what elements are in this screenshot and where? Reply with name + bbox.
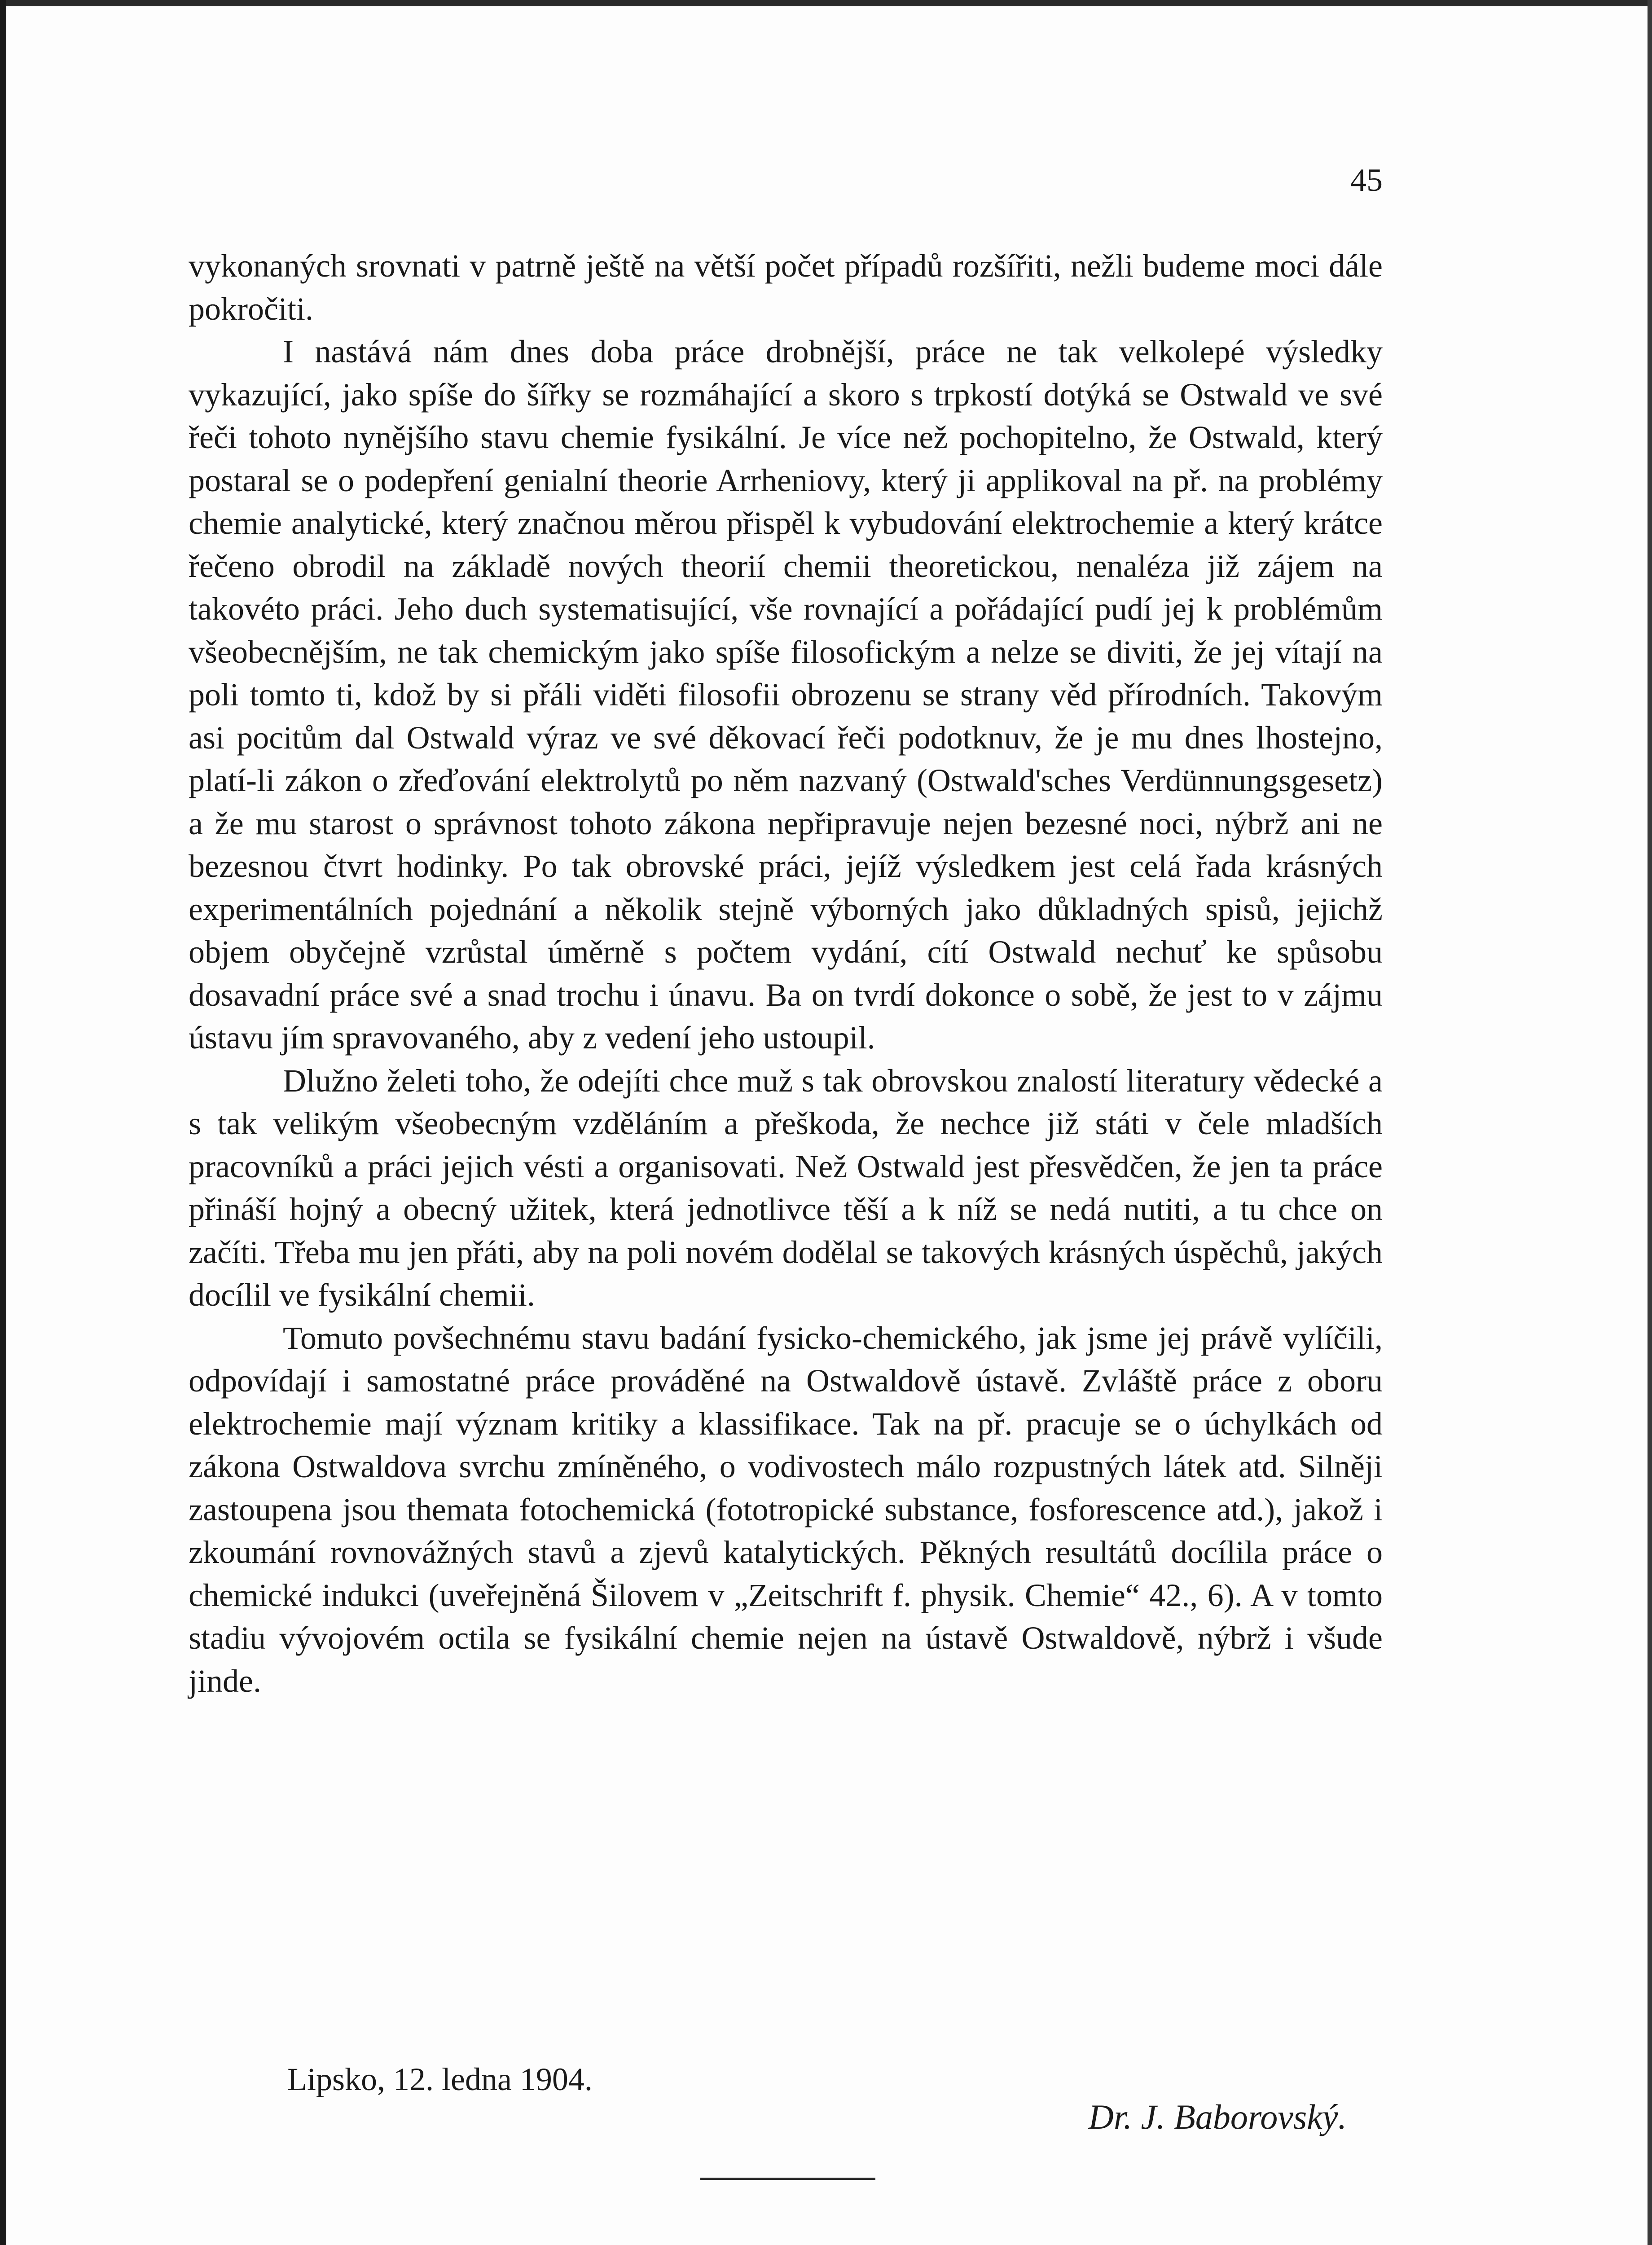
scan-edge-top [6,0,1652,6]
scan-edge-left [0,0,6,2245]
page-number: 45 [1350,162,1383,198]
scan-edge-right [1648,0,1652,2245]
paragraph-continuation: vykonaných srovnati v patrně ještě na větší počet případů rozšířiti, nežli budeme moci dále pokročiti. [189,248,1383,327]
author-signature: Dr. J. Baborovský. [1088,2097,1347,2136]
paragraph: Dlužno želeti toho, že odejíti chce muž s tak obrovskou znalostí literatury vědecké a s tak velikým všeobecným vzděláním a přeškoda, že nechce již státi v čele mladších pracovníků a práci jejich vésti a organisovati. Než Ostwald jest přesvědčen, že jen ta práce přináší hojný a obecný užitek, která jednotlivce těší a k níž se nedá nutiti, a tu chce on začíti. Třeba mu jen přáti, aby na poli novém dodělal se takových krásných úspěchů, jakých docílil ve fysikální chemii. [189,1062,1383,1313]
dateline: Lipsko, 12. ledna 1904. [287,2061,593,2097]
paragraph: Tomuto povšechnému stavu badání fysicko-chemického, jak jsme jej právě vylíčili, odpovídají i samostatné práce prováděné na Ostwaldově ústavě. Zvláště práce z oboru elektrochemie mají význam kritiky a klassifikace. Tak na př. pracuje se o úchylkách od zákona Ostwaldova svrchu zmíněného, o vodivostech málo rozpustných látek atd. Silněji zastoupena jsou themata fotochemická (fototropické substance, fosforescence atd.), jakož i zkoumání rovnovážných stavů a zjevů katalytických. Pěkných resultátů docílila práce o chemické indukci (uveřejněná Šilovem v „Zeitschrift f. physik. Chemie“ 42., 6). A v tomto stadiu vývojovém octila se fysikální chemie nejen na ústavě Ostwaldově, nýbrž i všude jinde. [189,1320,1383,1699]
body-text [189,245,1383,1703]
paragraph: I nastává nám dnes doba práce drobnější, práce ne tak velkolepé výsledky vykazující, jako spíše do šířky se rozmáhající a skoro s trpkostí dotýká se Ostwald ve své řeči tohoto nynějšího stavu chemie fysikální. Je více než pochopitelno, že Ostwald, který postaral se o podepření genialní theorie Arrheniovy, který ji applikoval na př. na problémy chemie analytické, který značnou měrou přispěl k vybudování elektrochemie a který krátce řečeno obrodil na základě nových theorií chemii theoretickou, nenaléza již zájem na takovéto práci. Jeho duch systematisující, vše rovnající a pořádající pudí jej k problémům všeobecnějším, ne tak chemickým jako spíše filosofickým a nelze se diviti, že jej vítají na poli tomto ti, kdož by si přáli viděti filosofii obrozenu se strany věd přírodních. Takovým asi pocitům dal Ostwald výraz ve své děkovací řeči podotknuv, že je mu dnes lhostejno, platí-li zákon o zřeďování elektrolytů po něm nazvaný (Ostwald'sches Verdünnungsgesetz) a že mu starost o správnost tohoto zákona nepřipravuje nejen bezesné noci, nýbrž ani ne bezesnou čtvrt hodinky. Po tak obrovské práci, jejíž výsledkem jest celá řada krásných experimentálních pojednání a několik stejně výborných jako důkladných spisů, jejichž objem obyčejně vzrůstal úměrně s počtem vydání, cítí Ostwald nechuť ke spůsobu dosavadní práce své a snad trochu i únavu. Ba on tvrdí dokonce o sobě, že jest to v zájmu ústavu jím spravovaného, aby z vedení jeho ustoupil. [189,334,1383,1056]
end-rule [700,2178,875,2180]
